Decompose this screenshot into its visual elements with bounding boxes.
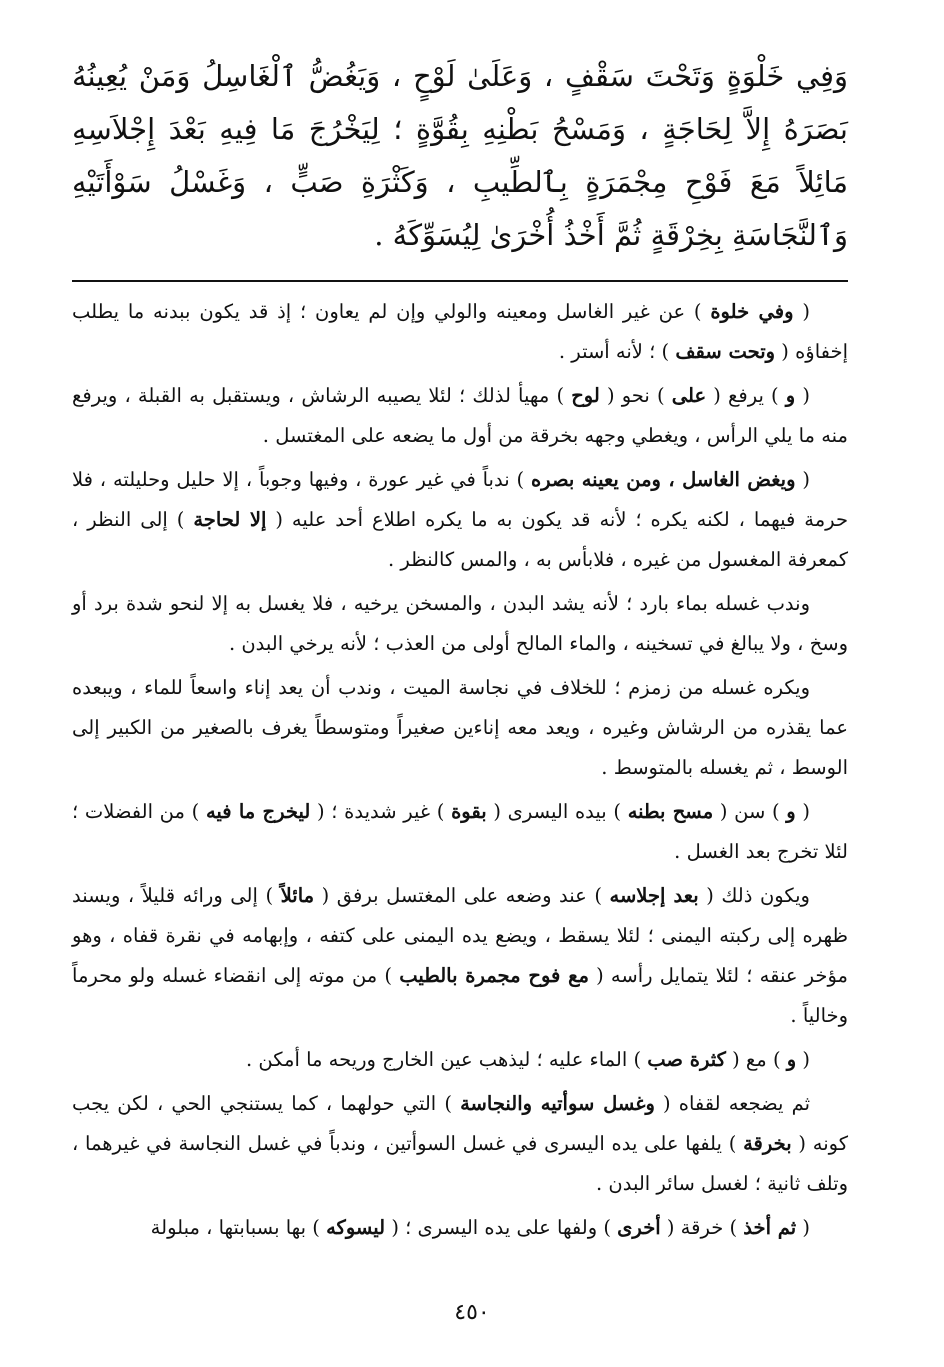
commentary-paragraph-8: ( و ) مع ( كثرة صب ) الماء عليه ؛ ليذهب عين الخارج وريحه ما أمكن . bbox=[246, 1048, 810, 1071]
matn-quote: وغسل سوأتيه والنجاسة bbox=[460, 1092, 655, 1115]
matn-quote: ليخرج ما فيه bbox=[205, 800, 311, 823]
matn-quote: مائلاً bbox=[280, 884, 315, 907]
commentary-paragraph-1: ( وفي خلوة ) عن غير الغاسل ومعينه والولي وإن لم يعاون ؛ إذ قد يكون ببدنه ما يطلب إخفاؤه ( وتحت سقف ) ؛ لأنه أستر . bbox=[72, 300, 848, 363]
commentary-paragraph-5: ويكره غسله من زمزم ؛ للخلاف في نجاسة الميت ، وندب أن يعد إناء واسعاً للماء ، ويبعده عما يقذره من الرشاش وغيره ، ويعد معه إناءين صغيراً ومتوسطاً يغرف بالصغير من الكبير إلى الوسط ، ثم يغسله بالمتوسط . bbox=[72, 676, 848, 779]
matn-quote: ليسوكه bbox=[326, 1216, 386, 1239]
commentary-paragraph-2: ( و ) يرفع ( على ) نحو ( لوح ) مهيأ لذلك ؛ لئلا يصيبه الرشاش ، ويستقبل به القبلة ، ويرفع منه ما يلي الرأس ، ويغطي وجهه بخرقة من أول ما يضعه على المغتسل . bbox=[72, 384, 848, 447]
matn-quote: بعد إجلاسه bbox=[609, 884, 699, 907]
matn-quote: إلا لحاجة bbox=[193, 508, 267, 531]
matn-quote: مع فوح مجمرة بالطيب bbox=[399, 964, 589, 987]
matn-quote: و bbox=[786, 800, 796, 823]
matn-quote: و bbox=[786, 1048, 797, 1071]
commentary-paragraph-4: وندب غسله بماء بارد ؛ لأنه يشد البدن ، والمسخن يرخيه ، فلا يغسل به إلا لنحو شدة برد أو وسخ ، ولا يبالغ في تسخينه ، والماء المالح أولى من العذب ؛ لأنه يرخي البدن . bbox=[72, 592, 848, 655]
matn-paragraph: وَفِي خَلْوَةٍ وَتَحْتَ سَقْفٍ ، وَعَلَىٰ لَوْحٍ ، وَيَغُضُّ ٱلْغَاسِلُ وَمَنْ يُعِينُهُ بَصَرَهُ إِلاَّ لِحَاجَةٍ ، وَمَسْحُ بَطْنِهِ بِقُوَّةٍ ؛ لِيَخْرُجَ مَا فِيهِ بَعْدَ إِجْلاَسِهِ مَائِلاً مَعَ فَوْحِ مِجْمَرَةٍ بِٱلطِّيبِ ، وَكَثْرَةِ صَبٍّ ، وَغَسْلُ سَوْأَتَيْهِ وَٱلنَّجَاسَةِ بِخِرْقَةٍ ثُمَّ أَخْذُ أُخْرَىٰ لِيُسَوِّكَهُ . bbox=[72, 59, 848, 252]
section-divider bbox=[72, 280, 848, 282]
commentary-paragraph-7: ويكون ذلك ( بعد إجلاسه ) عند وضعه على المغتسل برفق ( مائلاً ) إلى ورائه قليلاً ، ويسند ظهره إلى ركبته اليمنى ؛ لئلا يسقط ، ويضع يده اليمنى على كتفه ، وإبهامه في نقرة قفاه ، وهو مؤخر عنقه ؛ لئلا يتمايل رأسه ( مع فوح مجمرة بالطيب ) من موته إلى انقضاء غسله ولو محرماً وخالياً . bbox=[72, 884, 849, 1027]
matn-quote: ويغض الغاسل ، ومن يعينه بصره bbox=[530, 468, 796, 491]
matn-quote: بقوة bbox=[451, 800, 487, 823]
commentary-paragraph-9: ثم يضجعه لقفاه ( وغسل سوأتيه والنجاسة ) التي حولهما ، كما يستنجي الحي ، لكن يجب كونه ( بخرقة ) يلفها على يده اليسرى في غسل السوأتين ، وندباً في غسل النجاسة في غيرهما ، وتلف ثانية ؛ لغسل سائر البدن . bbox=[72, 1092, 849, 1195]
matn-quote: بخرقة bbox=[743, 1132, 792, 1155]
matn-quote: كثرة صب bbox=[647, 1048, 726, 1071]
commentary-paragraph-3: ( ويغض الغاسل ، ومن يعينه بصره ) ندباً في غير عورة ، وفيها وجوباً ، إلا حليل وحليلته ، فلا حرمة فيهما ، لكنه يكره ؛ لأنه قد يكون به ما يكره اطلاع أحد عليه ( إلا لحاجة ) إلى النظر ، كمعرفة المغسول من غيره ، فلابأس به ، والمس كالنظر . bbox=[72, 468, 848, 571]
page-number: ٤٥٠ bbox=[454, 1300, 490, 1325]
matn-quote: و bbox=[785, 384, 796, 407]
matn-quote: على bbox=[671, 384, 707, 407]
commentary-paragraph-10: ( ثم أخذ ) خرقة ( أخرى ) ولفها على يده اليسرى ؛ ( ليسوكه ) بها بسبابتها ، مبلولة bbox=[150, 1216, 810, 1239]
commentary-paragraph-6: ( و ) سن ( مسح بطنه ) بيده اليسرى ( بقوة ) غير شديدة ؛ ( ليخرج ما فيه ) من الفضلات ؛ لئلا تخرج بعد الغسل . bbox=[72, 800, 848, 863]
commentary bbox=[72, 292, 848, 1248]
matn-quote: ثم أخذ bbox=[743, 1216, 797, 1239]
matn-text bbox=[72, 50, 848, 262]
matn-quote: وتحت سقف bbox=[675, 340, 776, 363]
matn-quote: لوح bbox=[571, 384, 600, 407]
matn-quote: أخرى bbox=[617, 1216, 661, 1239]
matn-quote: وفي خلوة bbox=[710, 300, 794, 323]
matn-quote: مسح بطنه bbox=[627, 800, 714, 823]
